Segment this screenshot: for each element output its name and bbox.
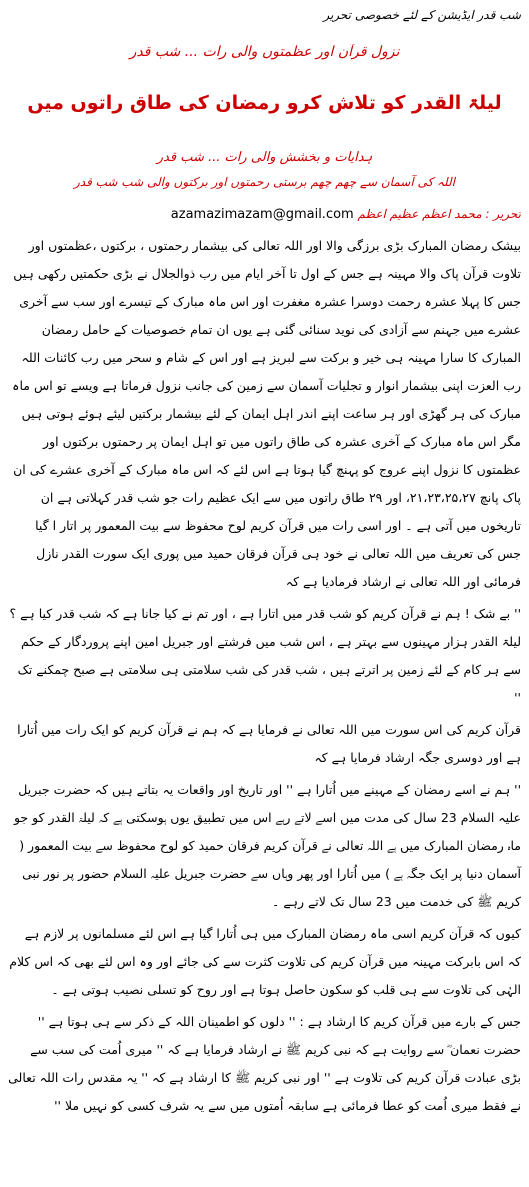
article-title: لیلۃ القدر کو تلاش کرو رمضان کی طاق راتوں میں <box>27 92 502 114</box>
special-edition-label: شب قدر ایڈیشن کے لئے خصوصی تحریر <box>323 8 521 22</box>
paragraph-2-quote: '' بے شک ! ہم نے قرآن کریم کو شب قدر میں اتارا ہے ، اور تم نے کیا جانا ہے کہ شب قدر کیا ہے ؟ لیلۃ القدر ہزار مہینوں سے بہتر ہے ، اس شب میں فرشتے اور جبریل امین اپنے پروردگار کے حکم سے ہر کام کے لئے زمین پر اترتے ہیں ، شب قدر کی شب سلامتی ہی سلامتی ہے صبح چمکنے تک '' <box>9 606 521 705</box>
author-email[interactable]: azamazimazam@gmail.com <box>170 207 354 222</box>
paragraph-1: بیشک رمضان المبارک بڑی برزگی والا اور اللہ تعالی کی بیشمار رحمتوں ، برکتوں ،عظمتوں اور تلاوت قرآن پاک والا مہینہ ہے جس کے اول تا آخر ایام میں رب ذوالجلال نے بڑی حکمتیں رکھی ہیں جس کا پہلا عشرہ رحمت دوسرا عشرہ مغفرت اور اس ماہ مبارک کے تیسرے اور سب سے آخری عشرے میں جہنم سے آزادی کی نوید سنائی گئی ہے یوں ان تمام خصوصیات کے حامل رمضان المبارک کا سارا مہینہ ہی خیر و برکت سے لبریز ہے اور اس کے شام و سحر میں رب کائنات اللہ رب العزت اپنی بیشمار انوار و تجلیات آسمان سے زمین کی جانب نزول فرماتا ہے ویسے تو اس ماہ مبارک کی ہر گھڑی اور ہر ساعت اپنے اندر اہل ایمان کے لئے بیشمار برکتیں لیئے ہوئے ہوتی ہیں مگر اس ماہ مبارک کے آخری عشرہ کی طاق راتوں میں تو اہل ایمان پر رحمتوں برکتوں اور عظمتوں کا نزول اپنے عروج کو پہنچ گیا ہوتا ہے اس لئے کہ اس ماہ مبارک کے آخری عشرے کی ان پاک پانچ ۲۱،۲۳،۲۵،۲۷، اور ۲۹ طاق راتوں میں سے ایک عظیم رات جو شب قدر کہلاتی ہے ان تاریخوں میں آتی ہے ۔ اور اسی رات میں قرآن کریم لوح محفوظ سے بیت المعمور پر اتار ا گیا جس کی تعریف میں اللہ تعالی نے خود ہی قرآن فرقان حمید میں پوری ایک سورت القدر نازل فرمائی اور اللہ تعالی نے ارشاد فرمادیا ہے کہ <box>12 238 521 589</box>
author-name: تحریر : محمد اعظم عظیم اعظم <box>357 207 521 221</box>
paragraph-6: جس کے بارے میں قرآن کریم کا ارشاد ہے : '' دلوں کو اطمینان اللہ کے ذکر سے ہی ہوتا ہے '' حضرت نعمان ؓ سے روایت ہے کہ نبی کریم ﷺ نے ارشاد فرمایا ہے کہ '' میری اُمت کی سب سے بڑی عبادت قرآن کریم کی تلاوت ہے '' اور نبی کریم ﷺ کا ارشاد ہے کہ '' یہ مقدس رات اللہ تعالی نے فقط میری اُمت کو عطا فرمائی ہے سابقہ اُمتوں میں سے یہ شرف کسی کو نہیں ملا '' <box>8 1014 521 1113</box>
paragraph-3: قرآن کریم کی اس سورت میں اللہ تعالی نے فرمایا ہے کہ ہم نے قرآن کریم کو ایک رات میں اُتارا ہے اور دوسری جگہ ارشاد فرمایا ہے کہ <box>17 722 521 765</box>
article-subheading: نزول قرآن اور عظمتوں والی رات ... شب قدر <box>129 44 400 60</box>
article-body <box>8 232 521 1124</box>
article-tagline-2: اللہ کی آسمان سے چھم چھم برستی رحمتوں اور برکتوں والی شب شب قدر <box>74 175 455 189</box>
paragraph-5: کیوں کہ قرآن کریم اسی ماہ رمضان المبارک میں ہی اُتارا گیا ہے اس لئے مسلمانوں پر لازم ہے کہ اس بابرکت مہینہ میں قرآن کریم کی تلاوت کثرت سے کی جائے اور وہ اس لئے بھی کہ اس کلام الہٰی کی تلاوت سے ہی قلب کو سکون حاصل ہوتا ہے اور روح کو تسلی نصیب ہوتی ہے ۔ <box>9 926 521 997</box>
author-byline <box>8 207 521 222</box>
article-tagline-1: ہدایات و بخشش والی رات ... شب قدر <box>156 150 373 165</box>
paragraph-4: '' ہم نے اسے رمضان کے مہینے میں اُتارا ہے '' اور تاریخ اور واقعات یہ بتاتے ہیں کہ حضرت جبریل علیہ السلام 23 سال کی مدت میں اسے لاتے رہے اس میں تطبیق یوں ہوسکتی ہے کہ لیلۃ القدر کو جو ماہ رمضان المبارک میں ہے اللہ تعالی نے قرآن کریم فرقان حمید کو لوح محفوظ سے بیت المعمور ( آسمان دنیا پر ایک جگہ ہے ) میں اُتارا اور پھر وہاں سے حضرت جبریل علیہ السلام حضور پر نور نبی کریم ﷺ کی خدمت میں 23 سال تک لاتے رہے ۔ <box>13 782 521 909</box>
